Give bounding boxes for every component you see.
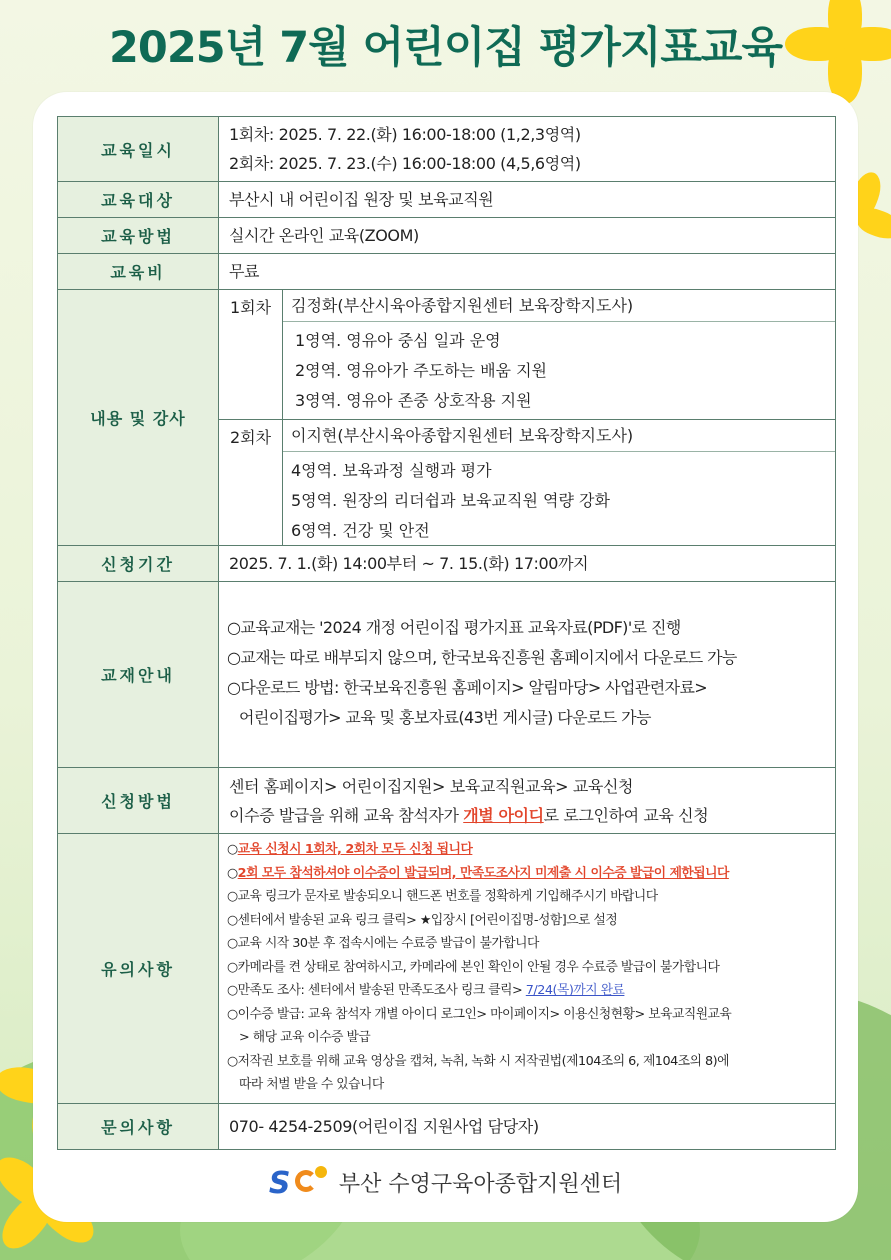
period-value: 2025. 7. 1.(화) 14:00부터 ~ 7. 15.(화) 17:00까지 — [219, 546, 836, 582]
apply-line: 이수증 발급을 위해 교육 참석자가 개별 아이디로 로그인하여 교육 신청 — [229, 805, 709, 825]
session-lecturer: 김정화(부산시육아종합지원센터 보육장학지도사) — [283, 290, 835, 322]
center-logo-icon: S — [269, 1164, 331, 1200]
note-item-continued: > 해당 교육 이수증 발급 — [239, 1030, 371, 1046]
note-item: ○2회 모두 참석하셔야 이수증이 발급되며, 만족도조사지 미제출 시 이수증 발급이 제한됩니다 — [227, 865, 729, 881]
topic-item: 4영역. 보육과정 실행과 평가 — [291, 461, 492, 480]
note-item: ○이수증 발급: 교육 참석자 개별 아이디 로그인> 마이페이지> 이용신청현황> 보육교직원교육 — [227, 1006, 732, 1022]
session-2 — [219, 420, 835, 545]
session-topics — [283, 452, 835, 550]
topic-item: 3영역. 영유아 존중 상호작용 지원 — [295, 391, 532, 410]
session-number: 1회차 — [219, 290, 283, 419]
row-label: 교육방법 — [58, 218, 219, 254]
table-row — [58, 218, 836, 254]
table-row — [58, 117, 836, 182]
schedule-value — [219, 117, 836, 182]
row-label: 문의사항 — [58, 1104, 219, 1150]
row-label: 교육일시 — [58, 117, 219, 182]
fee-value: 무료 — [219, 254, 836, 290]
session-1 — [219, 290, 835, 420]
session-lecturer: 이지현(부산시육아종합지원센터 보육장학지도사) — [283, 420, 835, 452]
note-item: ○만족도 조사: 센터에서 발송된 만족도조사 링크 클릭> 7/24(목)까지 완료 — [227, 983, 625, 999]
topic-item: 5영역. 원장의 리더쉽과 보육교직원 역량 강화 — [291, 491, 610, 510]
note-item: ○교육 링크가 문자로 발송되오니 핸드폰 번호를 정확하게 기입해주시기 바랍니다 — [227, 889, 658, 905]
row-label: 신청방법 — [58, 768, 219, 834]
note-item: ○교육 신청시 1회차, 2회차 모두 신청 됩니다 — [227, 842, 473, 858]
row-label: 교재안내 — [58, 582, 219, 768]
table-row — [58, 582, 836, 768]
table-row — [58, 546, 836, 582]
note-item-continued: 따라 처벌 받을 수 있습니다 — [239, 1077, 384, 1093]
textbook-line: ○교재는 따로 배부되지 않으며, 한국보육진흥원 홈페이지에서 다운로드 가능 — [227, 647, 737, 667]
table-row — [58, 1104, 836, 1150]
row-label: 교육대상 — [58, 182, 219, 218]
row-label: 신청기간 — [58, 546, 219, 582]
page-title: 2025년 7월 어린이집 평가지표교육 — [109, 23, 782, 73]
table-row — [58, 254, 836, 290]
contact-value: 070- 4254-2509(어린이집 지원사업 담당자) — [219, 1104, 836, 1150]
textbook-line: ○다운로드 방법: 한국보육진흥원 홈페이지> 알림마당> 사업관련자료> — [227, 677, 708, 697]
table-row — [58, 768, 836, 834]
note-item: ○센터에서 발송된 교육 링크 클릭> ★입장시 [어린이집명-성함]으로 설정 — [227, 912, 618, 928]
table-row — [58, 290, 836, 546]
session-number: 2회차 — [219, 420, 283, 545]
footer — [0, 1164, 891, 1200]
note-item: ○카메라를 켠 상태로 참여하시고, 카메라에 본인 확인이 안될 경우 수료증 발급이 불가합니다 — [227, 959, 720, 975]
textbook-cell — [219, 582, 836, 768]
textbook-line: 어린이집평가> 교육 및 홍보자료(43번 게시글) 다운로드 가능 — [239, 707, 651, 727]
apply-line: 센터 홈페이지> 어린이집지원> 보육교직원교육> 교육신청 — [229, 776, 634, 796]
row-label: 내용 및 강사 — [58, 290, 219, 546]
target-value: 부산시 내 어린이집 원장 및 보육교직원 — [219, 182, 836, 218]
session-topics — [283, 322, 835, 420]
table-row — [58, 182, 836, 218]
method-value: 실시간 온라인 교육(ZOOM) — [219, 218, 836, 254]
notes-cell — [219, 834, 836, 1104]
topic-item: 6영역. 건강 및 안전 — [291, 521, 430, 540]
textbook-line: ○교육교재는 '2024 개정 어린이집 평가지표 교육자료(PDF)'로 진행 — [227, 617, 681, 637]
organization-name: 부산 수영구육아종합지원센터 — [338, 1171, 623, 1197]
note-item: ○교육 시작 30분 후 접속시에는 수료증 발급이 불가합니다 — [227, 936, 539, 952]
individual-id-highlight: 개별 아이디 — [463, 805, 544, 825]
table-row — [58, 834, 836, 1104]
row-label: 교육비 — [58, 254, 219, 290]
row-label: 유의사항 — [58, 834, 219, 1104]
info-table — [57, 116, 836, 1150]
content-cell — [219, 290, 836, 546]
note-item: ○저작권 보호를 위해 교육 영상을 캡쳐, 녹취, 녹화 시 저작권법(제104조의 6, 제104조의 8)에 — [227, 1053, 730, 1069]
apply-value — [219, 768, 836, 834]
survey-deadline-link[interactable]: 7/24(목)까지 완료 — [525, 983, 625, 999]
schedule-line: 2회차: 2025. 7. 23.(수) 16:00-18:00 (4,5,6영역) — [229, 154, 581, 173]
topic-item: 1영역. 영유아 중심 일과 운영 — [295, 331, 501, 350]
schedule-line: 1회차: 2025. 7. 22.(화) 16:00-18:00 (1,2,3영역) — [229, 125, 581, 144]
topic-item: 2영역. 영유아가 주도하는 배움 지원 — [295, 361, 547, 380]
